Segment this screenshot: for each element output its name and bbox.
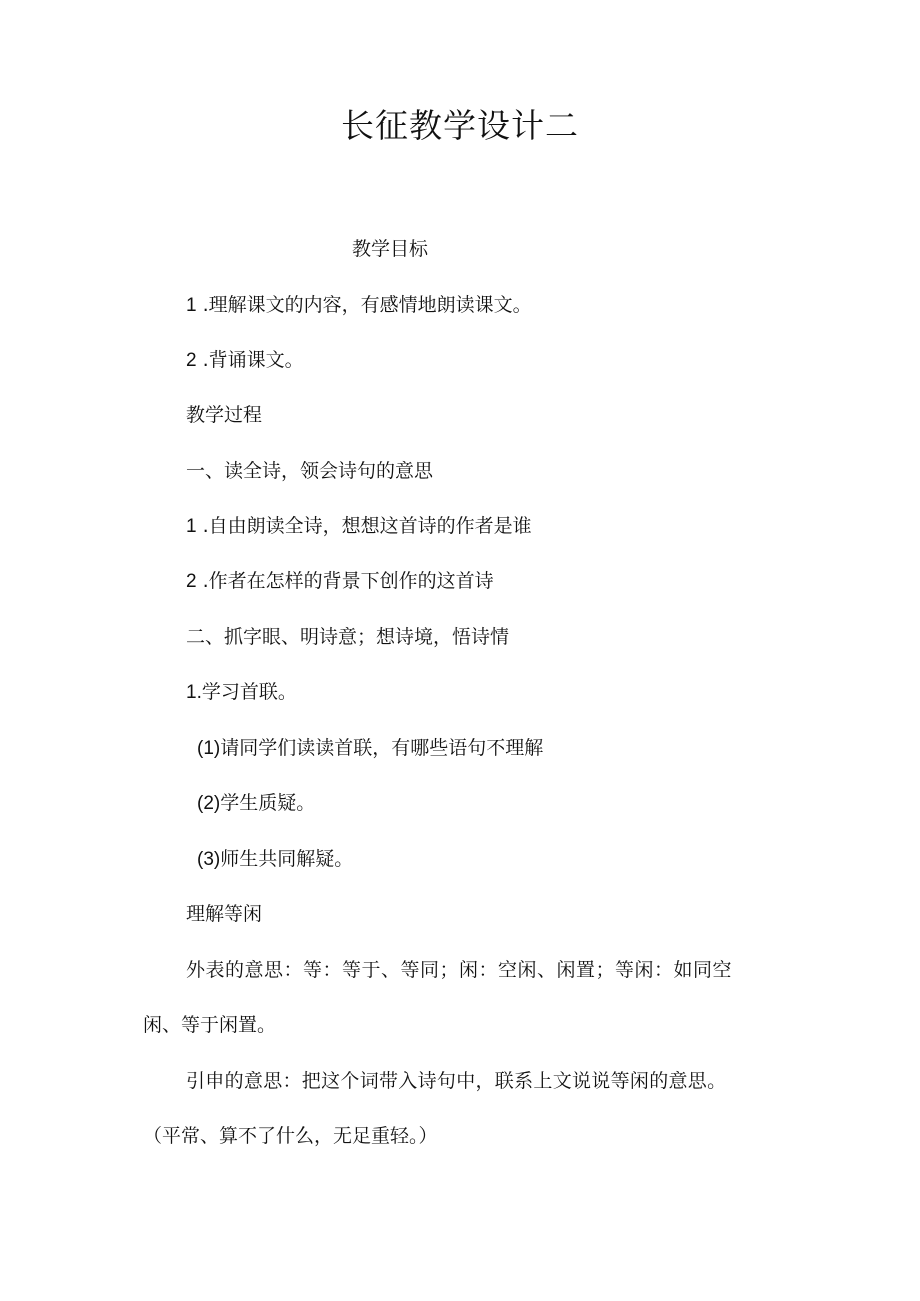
part-one-heading: 一、读全诗，领会诗句的意思 — [186, 460, 434, 482]
extended-meaning-line-2: （平常、算不了什么，无足重轻。） — [143, 1125, 438, 1147]
objective-number: 2 — [186, 350, 197, 371]
section-heading-process: 教学过程 — [186, 404, 263, 426]
part-two-subitem-1 — [197, 734, 543, 763]
objective-text: .理解课文的内容，有感情地朗读课文。 — [196, 294, 532, 316]
objective-item-1 — [186, 291, 532, 320]
objective-item-2 — [186, 346, 304, 375]
part-two-heading: 二、抓字眼、明诗意；想诗境，悟诗情 — [186, 626, 510, 648]
understand-heading: 理解等闲 — [186, 903, 263, 925]
subitem-number: (3) — [197, 849, 221, 870]
part-one-item-2 — [186, 567, 494, 596]
section-heading-objectives: 教学目标 — [352, 238, 429, 260]
subitem-number: (1) — [197, 738, 221, 759]
subitem-number: (2) — [197, 793, 221, 814]
part-two-subitem-3 — [197, 845, 353, 874]
literal-meaning-line-1: 外表的意思：等：等于、等同；闲：空闲、闲置；等闲：如同空 — [186, 959, 733, 981]
subitem-text: 学生质疑。 — [220, 792, 316, 814]
subitem-text: 师生共同解疑。 — [220, 848, 354, 870]
subitem-text: 请同学们读读首联，有哪些语句不理解 — [220, 737, 544, 759]
extended-meaning-line-1: 引申的意思：把这个词带入诗句中，联系上文说说等闲的意思。 — [186, 1070, 727, 1092]
item-number: 1 — [186, 516, 197, 537]
objective-text: .背诵课文。 — [196, 349, 304, 371]
item-text: .作者在怎样的背景下创作的这首诗 — [196, 570, 494, 592]
literal-meaning-line-2: 闲、等于闲置。 — [143, 1014, 277, 1036]
part-one-item-1 — [186, 512, 532, 541]
item-text: .自由朗读全诗，想想这首诗的作者是谁 — [196, 515, 532, 537]
part-two-subitem-2 — [197, 789, 315, 818]
part-two-item-1 — [186, 678, 297, 707]
objective-number: 1 — [186, 295, 197, 316]
item-text: 学习首联。 — [201, 681, 297, 703]
item-number: 2 — [186, 571, 197, 592]
item-number: 1. — [186, 682, 202, 703]
document-title: 长征教学设计二 — [341, 106, 579, 145]
